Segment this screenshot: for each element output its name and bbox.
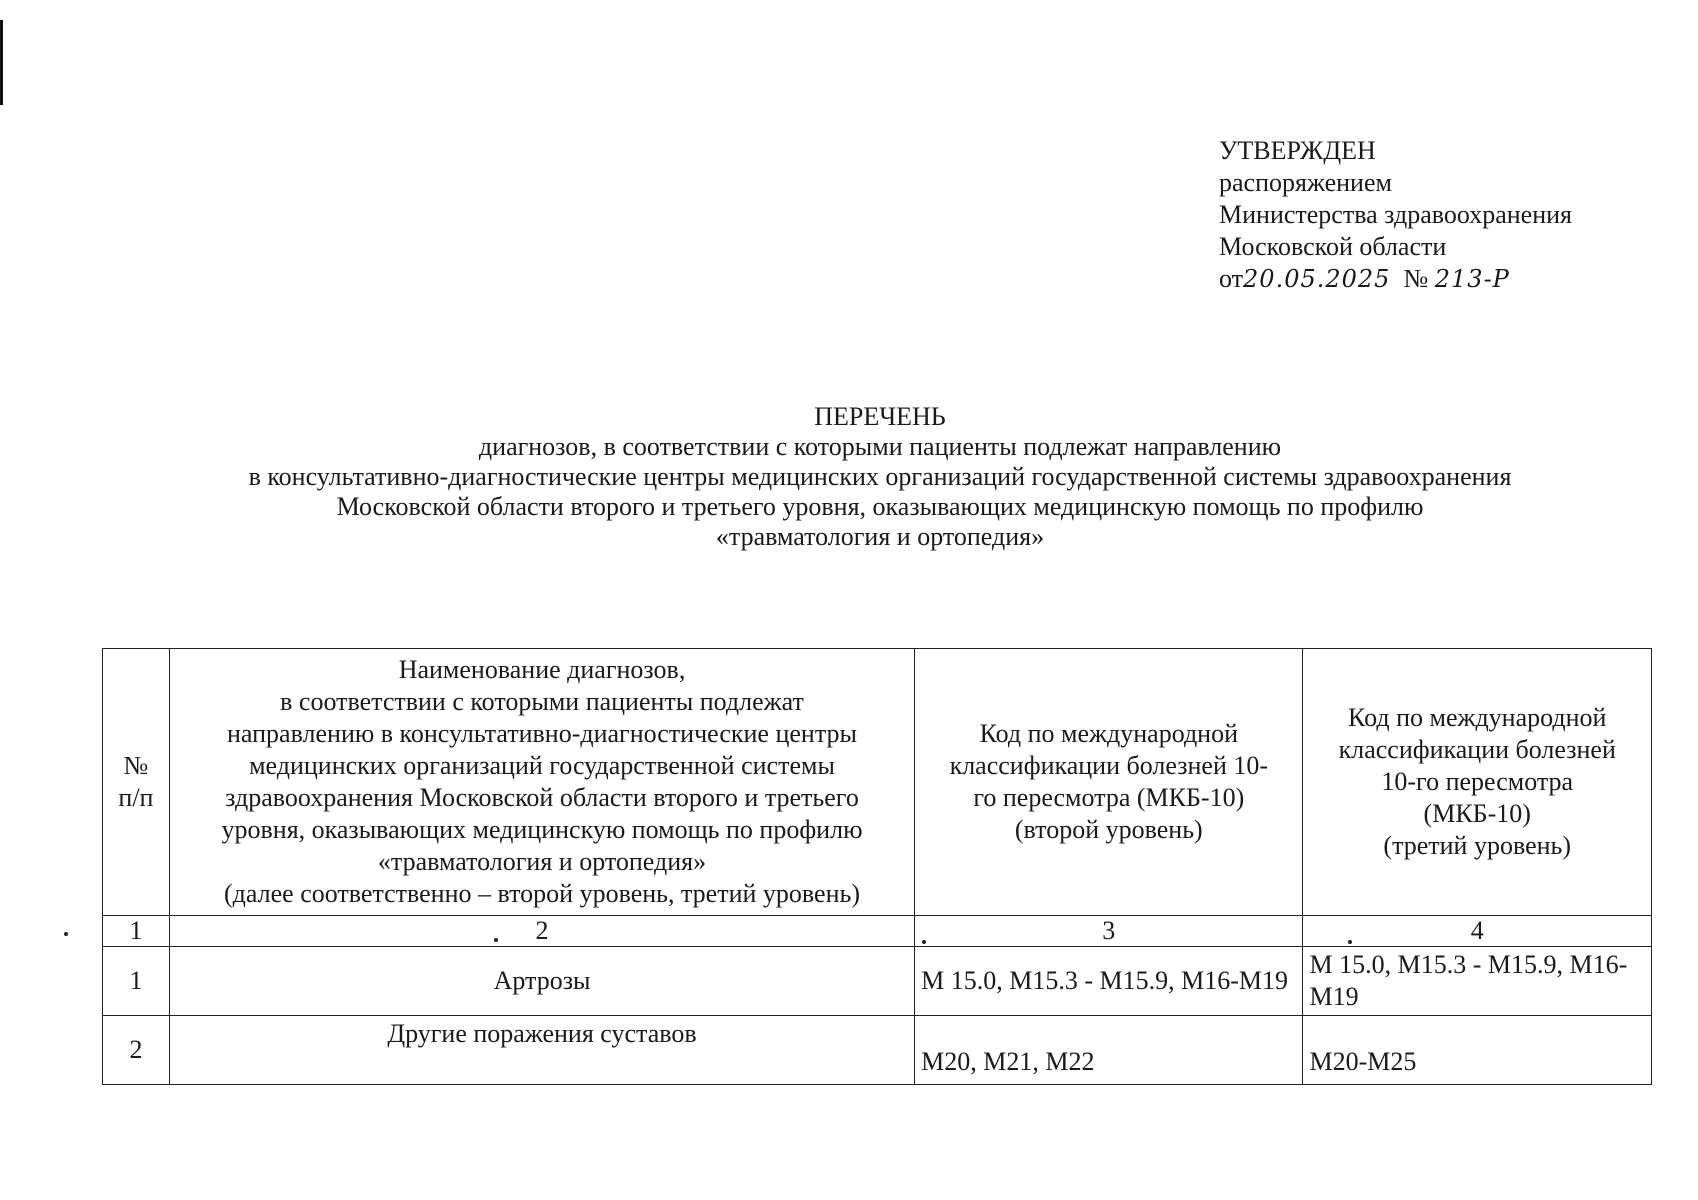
title-line: «травматология и ортопедия» (715, 522, 1045, 551)
column-number: 4 (1303, 916, 1652, 947)
table-row (103, 947, 1652, 1016)
code-level3: М20-М25 (1303, 1016, 1652, 1085)
row-number: 2 (103, 1016, 170, 1085)
diagnosis-name: Артрозы (169, 947, 914, 1016)
scan-speck (922, 940, 926, 944)
approval-line-region: Московской области (1219, 232, 1447, 261)
code-level2: М 15.0, М15.3 - М15.9, М16-М19 (915, 947, 1303, 1016)
diagnosis-name: Другие поражения суставов (169, 1016, 914, 1085)
scan-speck (1348, 940, 1352, 944)
header-code-level3-cell: Код по международной классификации болезней 10-го пересмотра (МКБ-10) (третий уровень) (1303, 649, 1652, 916)
title-line: в консультативно-диагностические центры медицинских организаций государственной системы здравоохранения (248, 462, 1512, 491)
title-heading: ПЕРЕЧЕНЬ (814, 402, 946, 431)
title-line: Московской области второго и третьего уровня, оказывающих медицинскую помощь по профилю (336, 492, 1424, 521)
approval-line-ministry: Министерства здравоохранения (1219, 200, 1572, 229)
column-number: 2 (169, 916, 914, 947)
approval-date-line (1219, 263, 1572, 295)
handwritten-number: 213-Р (1434, 265, 1510, 293)
approval-heading: УТВЕРЖДЕН (1219, 136, 1376, 165)
scan-edge-mark (0, 20, 3, 105)
column-number: 3 (915, 916, 1303, 947)
number-prefix: № (1403, 264, 1429, 293)
code-level3: М 15.0, М15.3 - М15.9, М16-М19 (1303, 947, 1652, 1016)
title-line: диагнозов, в соответствии с которыми пациенты подлежат направлению (478, 432, 1282, 461)
table-row (103, 1016, 1652, 1085)
handwritten-date: 20.05.2025 (1243, 265, 1391, 293)
diagnoses-table (102, 648, 1652, 1085)
approval-stamp-block (1219, 135, 1572, 295)
scan-speck (64, 932, 68, 936)
header-code-level2-cell: Код по международной классификации болезней 10- го пересмотра (МКБ-10) (второй уровень) (915, 649, 1303, 916)
approval-line-order: распоряжением (1219, 168, 1392, 197)
column-number-row (103, 916, 1652, 947)
row-number: 1 (103, 947, 170, 1016)
table-header-row (103, 649, 1652, 916)
scan-speck (494, 938, 498, 942)
date-prefix: от (1219, 264, 1244, 293)
header-diagnosis-name-cell: Наименование диагнозов, в соответствии с которыми пациенты подлежат направлению в консультативно-диагностические центры медицинских организаций государственной системы здравоохранения Московской области второго и третьего уровня, оказывающих медицинскую помощь по профилю «травматология и ортопедия» (далее соответственно – второй уровень, третий уровень) (169, 649, 914, 916)
document-title (120, 402, 1640, 552)
header-number-cell: № п/п (103, 649, 170, 916)
code-level2: М20, М21, М22 (915, 1016, 1303, 1085)
column-number: 1 (103, 916, 170, 947)
